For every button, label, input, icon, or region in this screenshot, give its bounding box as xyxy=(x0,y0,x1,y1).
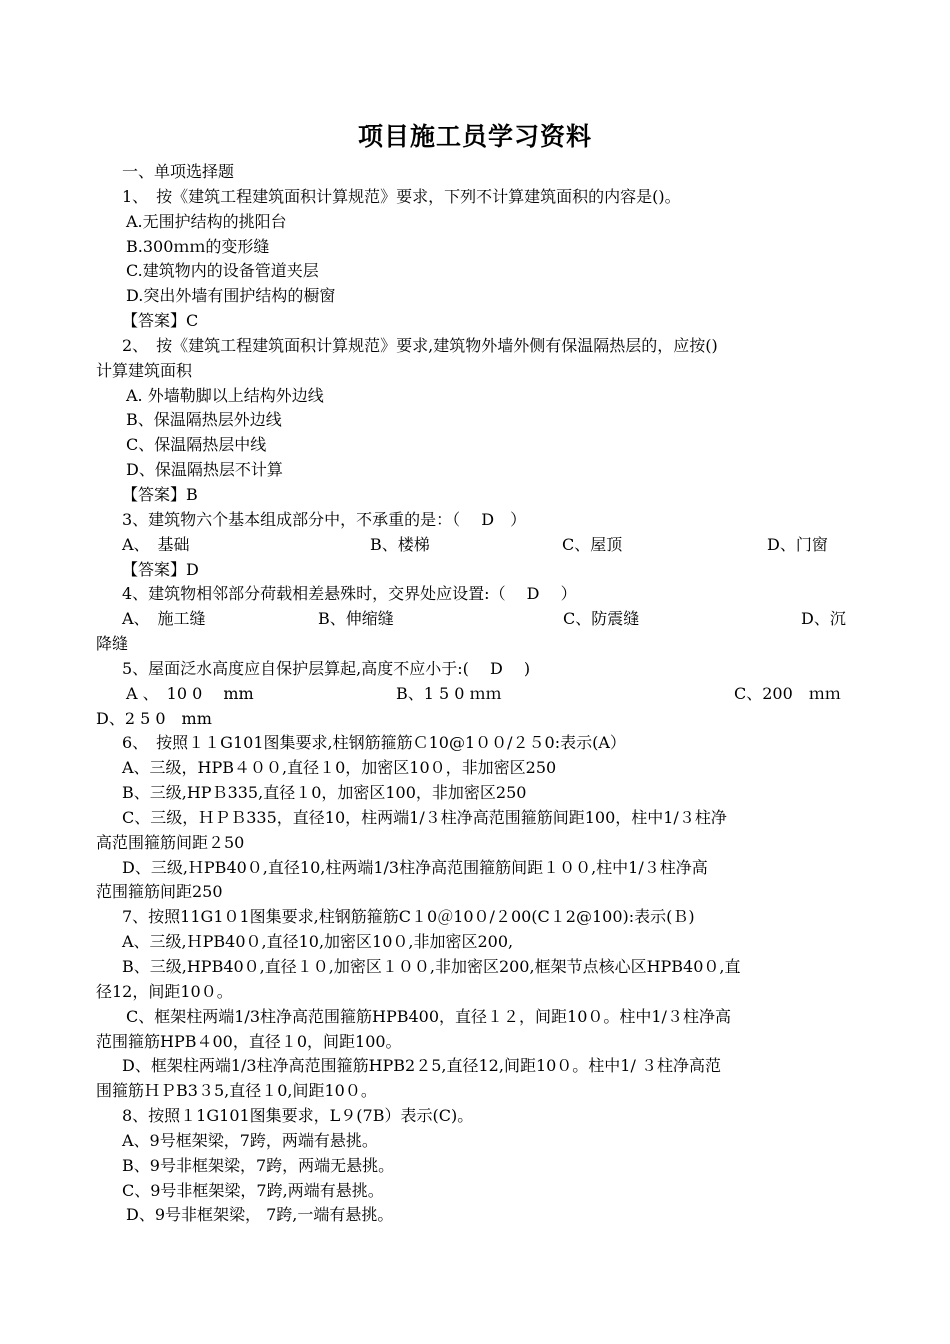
question-2 xyxy=(96,334,856,508)
option-d: D、沉 xyxy=(801,609,846,629)
option-b: B、楼梯 xyxy=(370,534,430,554)
question-stem: 7、按照11G1０1图集要求,柱钢筋箍筋C１0＠10０/２00(C１2@100):表示(Ｂ) xyxy=(122,907,695,927)
option-d: D、2 5 0 mm xyxy=(96,708,212,728)
option-d: D、三级,ＨPB40０,直径10,柱两端1/3柱净高范围箍筋间距１００,柱中1/３柱净高 xyxy=(122,857,708,877)
option-d-continued: 范围箍筋间距250 xyxy=(96,882,223,902)
option-c: C.建筑物内的设备管道夹层 xyxy=(126,261,319,281)
option-c: C、框架柱两端1/3柱净高范围箍筋HPB400，直径１２，间距10０。柱中1/３柱净高 xyxy=(126,1006,731,1026)
question-list xyxy=(96,160,856,1228)
option-b: B、伸缩缝 xyxy=(318,609,394,629)
answer: 【答案】C xyxy=(122,311,199,331)
option-row xyxy=(96,533,856,558)
question-4 xyxy=(96,582,856,657)
option-d: D、框架柱两端1/3柱净高范围箍筋HPB2２5,直径12,间距10０。柱中1/ ３柱净高范 xyxy=(122,1056,721,1076)
option-c: C、9号非框架梁，7跨,两端有悬挑。 xyxy=(122,1180,384,1200)
option-b: B、9号非框架梁，7跨，两端无悬挑。 xyxy=(122,1155,395,1175)
option-b: B、保温隔热层外边线 xyxy=(126,410,282,430)
question-stem: 5、屋面泛水高度应自保护层算起,高度不应小于:( D ) xyxy=(122,658,531,678)
option-c-continued: 高范围箍筋间距２50 xyxy=(96,832,245,852)
question-5 xyxy=(96,657,856,732)
option-row xyxy=(96,607,856,632)
question-stem: 6、 按照１１G101图集要求,柱钢筋箍筋Ｃ10@1００/２５0:表示(A） xyxy=(122,733,626,753)
page-title: 项目施工员学习资料 xyxy=(357,122,592,151)
option-c: C、屋顶 xyxy=(562,534,623,554)
option-b: B.300ｍｍ的变形缝 xyxy=(126,236,270,256)
answer: 【答案】D xyxy=(122,559,199,579)
option-d-continued: 围箍筋ＨＰB3３5,直径１0,间距10０。 xyxy=(96,1081,377,1101)
option-a: A 、 10 0 mm xyxy=(126,683,254,703)
question-1 xyxy=(96,185,856,334)
option-a: A、9号框架梁，7跨，两端有悬挑。 xyxy=(122,1130,378,1150)
option-c-continued: 范围箍筋HPB４00，直径１0，间距100。 xyxy=(96,1031,402,1051)
question-stem: 3、建筑物六个基本组成部分中，不承重的是：（ D ） xyxy=(122,509,527,529)
option-b: B、三级,HPＢ335,直径１0，加密区100，非加密区250 xyxy=(122,783,527,803)
option-c: C、防震缝 xyxy=(563,609,640,629)
question-stem-continued: 计算建筑面积 xyxy=(96,360,193,380)
question-stem: 1、 按《建筑工程建筑面积计算规范》要求，下列不计算建筑面积的内容是()。 xyxy=(122,186,681,206)
question-stem: 4、建筑物相邻部分荷载相差悬殊时，交界处应设置:（ D ） xyxy=(122,584,577,604)
option-d: D、9号非框架梁， 7跨,一端有悬挑。 xyxy=(126,1205,394,1225)
option-b-continued: 径12，间距10０。 xyxy=(96,981,233,1001)
option-d-continued: 降缝 xyxy=(96,634,129,654)
question-stem: 2、 按《建筑工程建筑面积计算规范》要求,建筑物外墙外侧有保温隔热层的，应按() xyxy=(122,335,718,355)
question-3 xyxy=(96,508,856,583)
question-8 xyxy=(96,1104,856,1228)
option-c: C、保温隔热层中线 xyxy=(126,435,267,455)
option-a: A、三级，HPB４００,直径１0，加密区10０，非加密区250 xyxy=(122,758,557,778)
option-b: B、1 5 0 ｍｍ xyxy=(396,683,502,703)
option-row xyxy=(96,682,856,707)
question-6 xyxy=(96,731,856,905)
option-b: B、三级,HPB40０,直径１０,加密区１００,非加密区200,框架节点核心区HPB40０,直 xyxy=(122,957,741,976)
option-a: A、 基础 xyxy=(122,534,190,554)
option-d: D.突出外墙有围护结构的橱窗 xyxy=(126,286,336,306)
option-d: D、门窗 xyxy=(767,534,828,554)
option-d: D、保温隔热层不计算 xyxy=(126,460,283,480)
section-heading: 一、单项选择题 xyxy=(122,162,235,181)
option-c: C、三级，ＨＰＢ335，直径10，柱两端1/３柱净高范围箍筋间距100，柱中1/３柱净 xyxy=(122,807,727,827)
answer: 【答案】B xyxy=(122,484,198,504)
option-a: A. 外墙勒脚以上结构外边线 xyxy=(126,385,324,405)
question-stem: 8、按照１1G101图集要求，L９(7B）表示(C)。 xyxy=(122,1106,474,1126)
option-a: A、 施工缝 xyxy=(122,609,206,629)
question-7 xyxy=(96,905,856,1104)
option-a: A、三级,ＨPB40０,直径10,加密区10０,非加密区200, xyxy=(122,932,514,952)
option-a: A.无围护结构的挑阳台 xyxy=(126,211,287,231)
option-c: C、200 ｍｍ xyxy=(734,683,841,703)
